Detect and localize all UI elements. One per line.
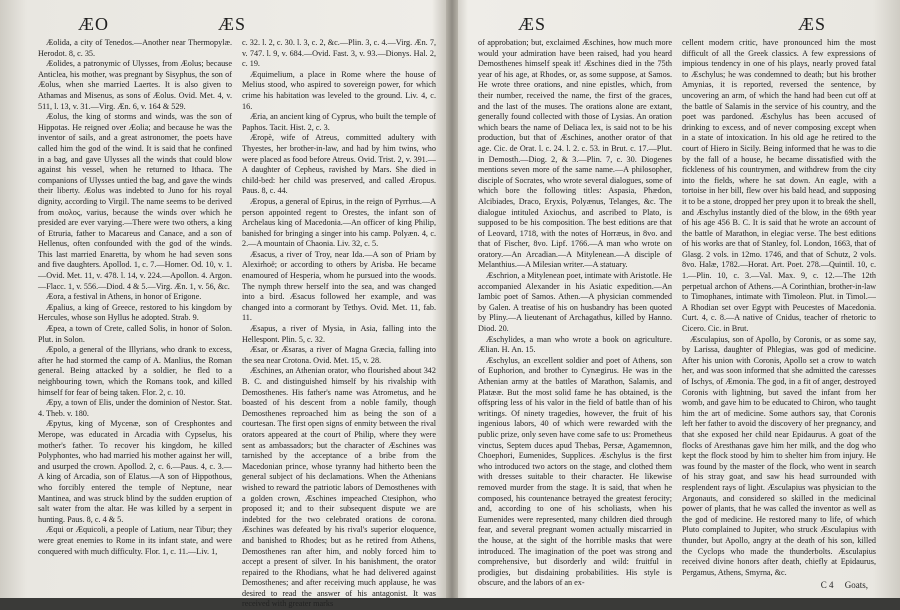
entry: cellent modern critic, have pronounced him the most difficult of all the Greek classics. A few expressions of impious tendency in one of his plays, nearly proved fatal to Æschylus; he was condemned to death; but his brother Amynias, it is reported, reversed the sentence, by uncovering an arm, of which the hand had been cut off at the battle of Salamis in the service of his country, and the poet was pardoned. Æschylus has been accused of drinking to excess, and of never composing except when in a state of intoxication. In his old age he retired to the court of Hiero in Sicily. Being informed that he was to die by the fall of a house, he became dissatisfied with the fickleness of his countrymen, and withdrew from the city into the fields, where he sat down. An eagle, with a tortoise in her bill, flew over his bald head, and supposing it to be a stone, dropped her prey upon it to break the shell, and Æschylus instantly died of the blow, in the 69th year of his age 456 B. C. It is said that he wrote an account of the battle of Marathon, in elegiac verse. The best editions of his works are that of Stanley, fol. London, 1663, that of Glasg. 2 vols. in 12mo. 1746, and that of Schutz, 2 vols. 8vo. Halæ, 1782.—Horat. Art. Poet. 278.—Quintil. 10, c. 1.—Plin. 10, c. 3.—Val. Max. 9, c. 12.—The 12th perpetual archon of Athens.—A Corinthian, brother-in-law to Timophanes, intimate with Timoleon. Plut. in Timol.—A Rhodian set over Egypt with Peucestes of Macedonia. Curt. 4, c. 8.—A native of Cnidus, teacher of rhetoric to Cicero. Cic. in Brut. bbox=[682, 38, 876, 334]
catchword: Goats, bbox=[844, 580, 868, 590]
header-left: ÆS bbox=[518, 14, 547, 34]
entry: Æsar, or Æsaras, a river of Magna Græcia, falling into the sea near Crotona. Ovid. Met. 15, v. 28. bbox=[242, 345, 436, 365]
entry: Æria, an ancient king of Cyprus, who built the temple of Paphos. Tacit. Hist. 2, c. 3. bbox=[242, 112, 436, 132]
header-center: ÆS bbox=[217, 14, 246, 34]
entry: Æolida, a city of Tenedos.—Another near Thermopylæ. Herodot. 8, c. 35. bbox=[38, 38, 232, 58]
left-col-1 bbox=[38, 38, 232, 590]
entry: Æquimelium, a place in Rome where the house of Melius stood, who aspired to sovereign power, for which crime his habitation was leveled to the ground. Liv. 4, c. 16. bbox=[242, 69, 436, 111]
right-col-1 bbox=[478, 38, 672, 590]
left-col-2 bbox=[242, 38, 436, 609]
page-header bbox=[458, 14, 886, 38]
entry: Æora, a festival in Athens, in honor of Erigone. bbox=[46, 292, 202, 302]
entry: Æsacus, a river of Troy, near Ida.—A son of Priam by Alexirhoë; or according to others by Arisba. He became enamoured of Hesperia, whom he pursued into the woods. The nymph threw herself into the sea, and was changed into a bird. Æsacus followed her example, and was changed into a cormorant by Tethys. Ovid. Met. 11, fab. 11. bbox=[242, 249, 436, 323]
entry: Æqui or Æquicoli, a people of Latium, near Tibur; they were great enemies to Rome in its infant state, and were conquered with much difficulty. Flor. 1, c. 11.—Liv. 1, bbox=[38, 525, 232, 556]
text-columns bbox=[478, 38, 876, 590]
entry: Æpea, a town of Crete, called Solis, in honor of Solon. Plut. in Solon. bbox=[38, 324, 232, 344]
left-page bbox=[18, 0, 446, 609]
entry: Æpytus, king of Mycenæ, son of Cresphontes and Merope, was educated in Arcadia with Cypselus, his mother's father. To recover his kingdom, he killed Polyphontes, who had married his mother against her will, and usurped the crown. Apollod. 2, c. 6.—Paus. 4, c. 3.—A king of Arcadia, son of Elatus.—A son of Hippothous, who forcibly entered the temple of Neptune, near Mantinea, and was struck blind by the sudden eruption of salt water from the altar. He was killed by a serpent in hunting. Paus. 8, c. 4 & 5. bbox=[38, 419, 232, 524]
text-columns bbox=[38, 38, 436, 609]
signature-mark bbox=[821, 580, 868, 590]
entry: Æropus, a general of Epirus, in the reign of Pyrrhus.—A person appointed regent to Orestes, the infant son of Archelaus king of Macedonia.—An officer of king Philip, banished for bringing a singer into his camp. Polyæn. 4, c. 2.—A mountain of Chaonia. Liv. 32, c. 5. bbox=[242, 196, 436, 249]
entry: Æropè, wife of Atreus, committed adultery with Thyestes, her brother-in-law, and had by him twins, who were placed as food before Atreus. Ovid. Trist. 2, v. 391.—A daughter of Cepheus, ravished by Mars. She died in child-bed: her child was preserved, and called Æropus. Paus. 8, c. 44. bbox=[242, 133, 436, 196]
right-col-2 bbox=[682, 38, 876, 590]
book-gutter bbox=[446, 0, 458, 598]
entry: Æolides, a patronymic of Ulysses, from Æolus; because Anticlea, his mother, was pregnant by Sisyphus, the son of Æolus, when she married Laertes. It is also given to Athamas and Misenus, as sons of Æolus. Ovid. Met. 4, v. 511, l. 13, v. 31.—Virg. Æn. 6, v. 164 & 529. bbox=[38, 59, 232, 111]
entry: Æpy, a town of Elis, under the dominion of Nestor. Stat. 4. Theb. v. 180. bbox=[38, 398, 232, 418]
entry: Æpolo, a general of the Illyrians, who drank to excess, after he had stormed the camp of A. Manlius, the Roman general. Being attacked by a soldier, he fled to a neighbouring town, which the Romans took, and killed himself for fear of being taken. Flor. 2, c. 10. bbox=[38, 345, 232, 397]
entry: Æpalius, a king of Greece, restored to his kingdom by Hercules, whose son Hyllus he adopted. Strab. 9. bbox=[38, 302, 232, 323]
entry: of approbation; but, exclaimed Æschines, how much more would your admiration have been raised, had you heard Demosthenes himself speak it! Æschines died in the 75th year of his age, at Rhodes, or, as some suppose, at Samos. He wrote three orations, and nine epistles, which, from their number, received the name, the first of the graces, and the last of the muses. The orations alone are extant, generally found collected with those of Lysias. An oration which bears the name of Deliaca lex, is said not to be his production, but that of Æschines, another orator of that age. Cic. de Orat. l. c. 24. l. 2. c. 53. in Brut. c. 17.—Plut. in Demosth.—Diog. 2, & 3.—Plin. 7, c. 30. Diogenes mentions seven more of the same name.—A philosopher, disciple of Socrates, who wrote several dialogues, some of which bore the following titles: Aspasia, Phædon, Alcibiades, Draco, Eryxis, Polyænus, Telanges, &c. The dialogue intituled Axiochus, and ascribed to Plato, is supposed to be his composition. The best editions are that of Leovard, 1718, with the notes of Horræus, in 8vo. and that of Fischer, 8vo. Lipf. 1766.—A man who wrote on oratory.—An Arcadian.—A Mitylenean.—A disciple of Melanthius.—A Milesian writer.—A statuary. bbox=[478, 38, 672, 270]
right-page bbox=[458, 0, 886, 598]
signature: C 4 bbox=[820, 580, 834, 590]
entry: Æschines, an Athenian orator, who flourished about 342 B. C. and distinguished himself by his rivalship with Demosthenes. His father's name was Atrometus, and he boasted of his descent from a noble family, though Demosthenes reproached him as being the son of a courtesan. The first open signs of enmity between the rival orators appeared at the court of Philip, where they were sent as ambassadors; but the character of Æschines was tarnished by the acceptance of a bribe from the Macedonian prince, whose tyranny had hitherto been the general subject of his declamations. When the Athenians wished to reward the patriotic labors of Demosthenes with a golden crown, Æschines impeached Ctesiphon, who proposed it; and to their subsequent dispute we are indebted for the two celebrated orations de corona. Æschines was defeated by his rival's superior eloquence, and banished to Rhodes; but as he retired from Athens, Demosthenes ran after him, and nobly forced him to accept a present of silver. In his banishment, the orator repaired to the Rhodians, what he had delivered against Demosthenes; and after receiving much applause, he was desired to read the answer of his antagonist. It was received with greater marks bbox=[242, 366, 436, 609]
page-header bbox=[18, 14, 446, 38]
entry: Æsculapius, son of Apollo, by Coronis, or as some say, by Larissa, daughter of Phlegias, was god of medicine. After his union with Coronis, Apollo set a crow to watch her, and was soon informed that she admitted the caresses of Ischys, of Æmonia. The god, in a fit of anger, destroyed Coronis with lightning, but saved the infant from her womb, and gave him to be educated to Chiron, who taught him the art of medicine. Some authors say, that Coronis left her father to avoid the discovery of her pregnancy, and that she exposed her child near Epidaurus. A goat of the flocks of Aresthanas gave him her milk, and the dog who kept the flock stood by him to shelter him from injury. He was found by the master of the flock, who went in search of his stray goat, and saw his head surrounded with resplendent rays of light. Æsculapius was physician to the Argonauts, and considered so skilled in the medicinal power of plants, that he was called the inventor as well as the god of medicine. He restored many to life, of which Pluto complained to Jupiter, who struck Æsculapius with thunder, but Apollo, angry at the death of his son, killed the Cyclops who made the thunderbolts. Æsculapius received divine honors after death, chiefly at Epidaurus, Pergamus, Athens, Smyrna, &c. bbox=[682, 334, 876, 577]
entry: Æschylides, a man who wrote a book on agriculture. Ælian. H. An. 15. bbox=[478, 334, 672, 355]
header-right: ÆS bbox=[797, 14, 826, 34]
entry: Æolus, the king of storms and winds, was the son of Hippotas. He reigned over Æolia; and because he was the inventor of sails, and a great astronomer, the poets have called him the god of the wind. It is said that he confined in a bag, and gave Ulysses all the winds that could blow against his vessel, when he returned to Ithaca. The companions of Ulysses untied the bag, and gave the winds their liberty. Æolus was indebted to Juno for his royal dignity, according to Virgil. The name seems to be derived from αιολος, varius, because the winds over which he presided are ever varying.—There were two others, a king of Etruria, father to Macareus and Canace, and a son of Hellenus, often confounded with the god of the winds. This last married Enaretta, by whom he had seven sons and five daughters. Apollod. 1, c. 7.—Homer. Od. 10, v. 1.—Ovid. Met. 11, v. 478. l. 14, v. 224.—Apollon. 4. Argon.—Flacc. 1, v. 556.—Diod. 4 & 5.—Virg. Æn. 1, v. 56, &c. bbox=[38, 112, 232, 291]
entry: Æschylus, an excellent soldier and poet of Athens, son of Euphorion, and brother to Cynægirus. He was in the Athenian army at the battles of Marathon, Salamis, and Platææ. But the most solid fame he has obtained, is the offspring less of his valor in the field of battle than of his writings. Of ninety tragedies, however, the fruit of his ingenious labors, 40 of which were rewarded with the public prize, only seven have come safe to us: Prometheus vinctus, Septem duces apud Thebas, Persæ, Agamemnon, Choephori, Eumenides, Supplices. Æschylus is the first who introduced two actors on the stage, and clothed them with dresses suitable to their character. He likewise removed murder from the stage. It is said, that when he composed, his countenance betrayed the greatest ferocity; and, according to one of his scholiasts, when his Eumenides were represented, many children died through fear, and several pregnant women actually miscarried in the house, at the sight of the horrible masks that were introduced. The imagination of the poet was strong and comprehensive, but disorderly and wild: fruitful in prodigies, but disdaining probabilities. His style is obscure, and the labors of an ex- bbox=[478, 355, 672, 588]
entry: Æschrion, a Mitylenean poet, intimate with Aristotle. He accompanied Alexander in his Asiatic expedition.—An Iambic poet of Samos. Athen.—A physician commended by Galen. A treatise of his on husbandry has been quoted by Pliny.—A lieutenant of Archagathus, killed by Hanno. Diod. 20. bbox=[478, 271, 673, 334]
header-left: ÆO bbox=[78, 14, 110, 34]
entry: Æsapus, a river of Mysia, in Asia, falling into the Hellespont. Plin. 5, c. 32. bbox=[242, 324, 436, 344]
entry: c. 32. l. 2, c. 30. l. 3, c. 2, &c.—Plin. 3, c. 4.—Virg. Æn. 7, v. 747. l. 9, v. 684.—Ovid. Fast. 3, v. 93.—Dionys. Hal. 2, c. 19. bbox=[242, 38, 436, 69]
